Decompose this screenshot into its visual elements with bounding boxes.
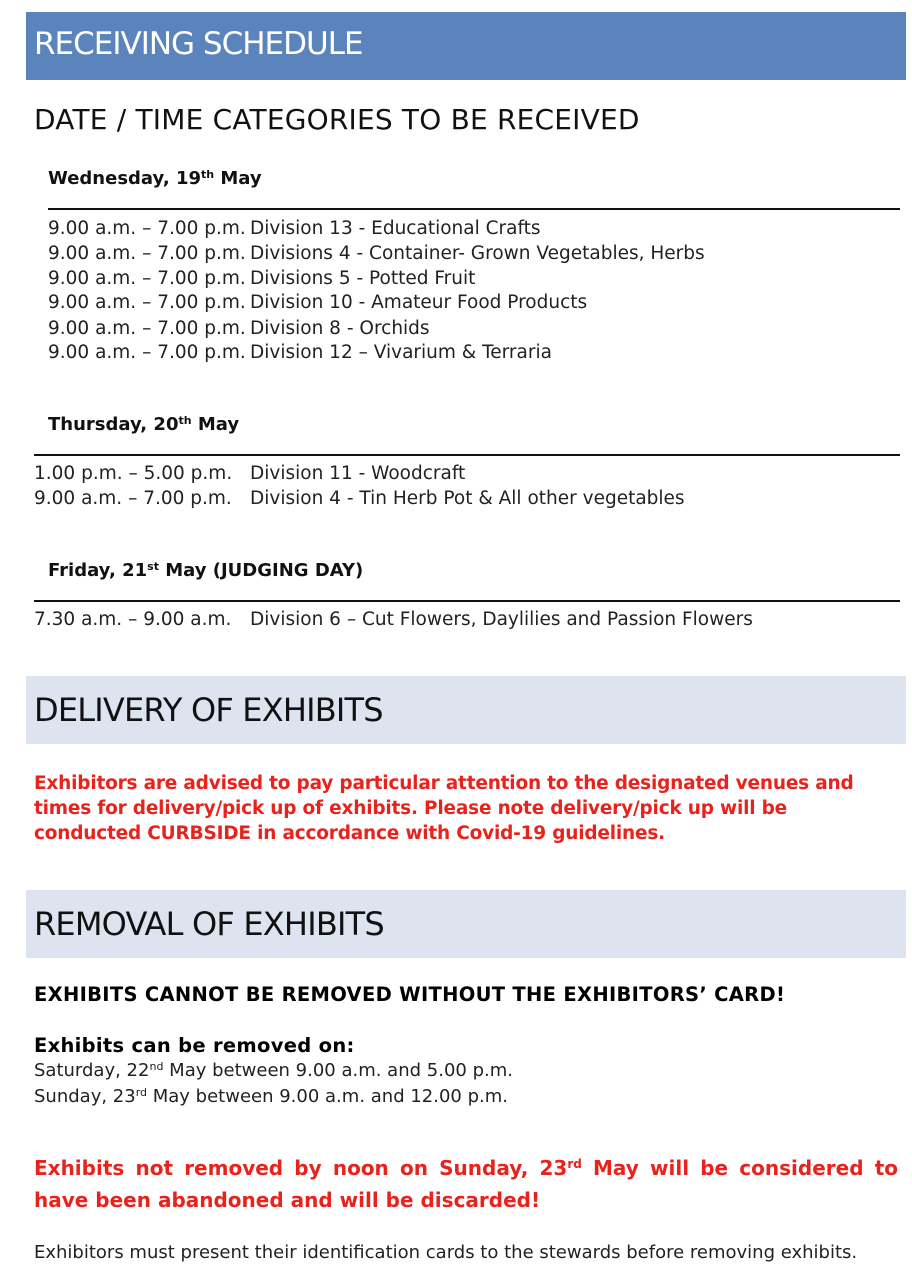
divider-thursday — [34, 454, 900, 456]
footer-note: Exhibitors must present their identification cards to the stewards before removing exhibits. — [34, 1242, 858, 1263]
delivery-note: Exhibitors are advised to pay particular attention to the designated venues and times for delivery/pick up of exhibits. Please note delivery/pick up will be conducted CURBSIDE in accordance with Covid-19 guidelines. — [34, 773, 854, 844]
removal-warning: EXHIBITS CANNOT BE REMOVED WITHOUT THE EXHIBITORS’ CARD! — [34, 983, 786, 1006]
day-heading-thursday: Thursday, 20th May — [48, 414, 240, 435]
divider-friday — [34, 600, 900, 602]
receiving-schedule-banner: RECEIVING SCHEDULE — [26, 12, 906, 80]
removal-date-saturday: Saturday, 22nd May between 9.00 a.m. and 5.00 p.m. — [34, 1060, 513, 1081]
day-heading-friday: Friday, 21st May (JUDGING DAY) — [48, 560, 364, 581]
removal-date-sunday: Sunday, 23rd May between 9.00 a.m. and 12.00 p.m. — [34, 1086, 508, 1107]
delivery-banner: DELIVERY OF EXHIBITS — [26, 676, 906, 744]
categories-subtitle: DATE / TIME CATEGORIES TO BE RECEIVED — [34, 103, 640, 136]
removal-dates-label: Exhibits can be removed on: — [34, 1034, 355, 1057]
divider-wednesday — [48, 208, 900, 210]
day-heading-wednesday: Wednesday, 19th May — [48, 168, 262, 189]
removal-banner: REMOVAL OF EXHIBITS — [26, 890, 906, 958]
abandon-warning: Exhibits not removed by noon on Sunday, 23rd May will be considered to have been abandoned and will be discarded! — [34, 1156, 898, 1212]
